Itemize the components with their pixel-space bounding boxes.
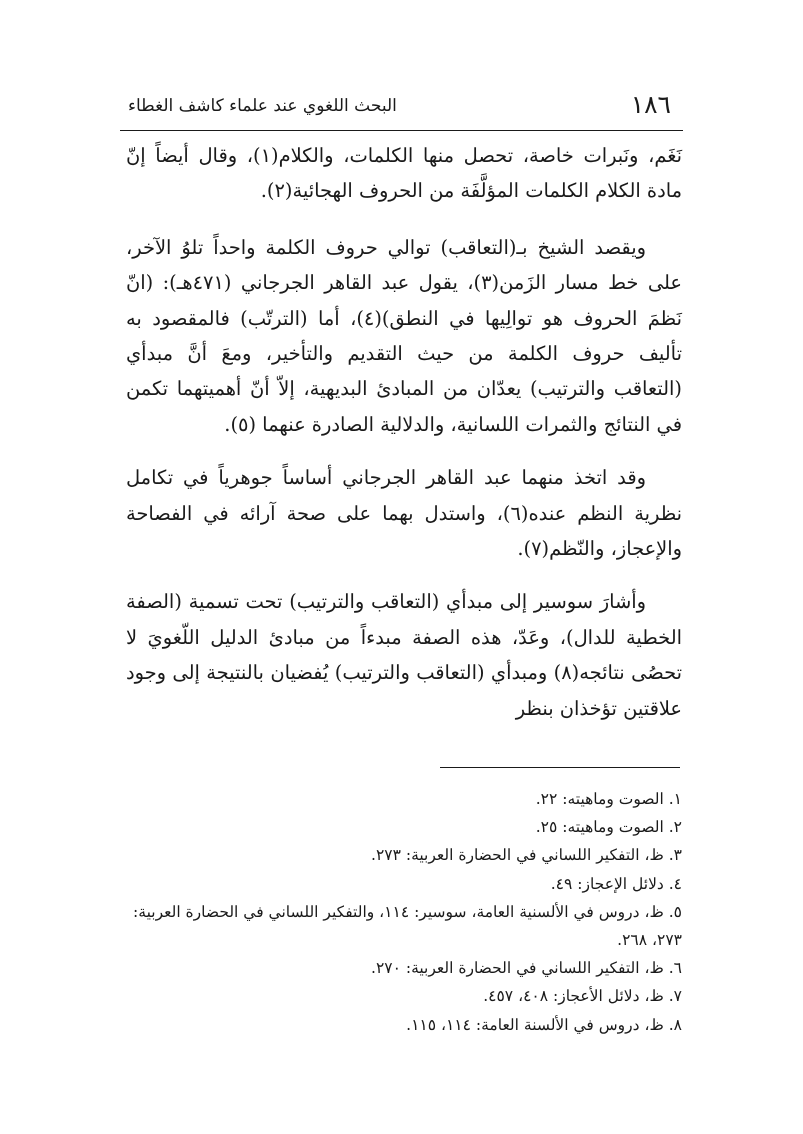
page-number: ١٨٦ — [630, 90, 671, 119]
footnote: ٨. ظ، دروس في الألسنة العامة: ١١٤، ١١٥. — [406, 1015, 682, 1034]
footnote-separator — [440, 767, 680, 768]
running-title: البحث اللغوي عند علماء كاشف الغطاء — [128, 96, 397, 116]
page-header — [120, 88, 683, 131]
body-text — [126, 138, 682, 744]
footnote: ١. الصوت وماهيته: ٢٢. — [535, 790, 682, 808]
footnote: ٦. ظ، التفكير اللساني في الحضارة العربية: ٢٧٠. — [371, 959, 682, 978]
footnote: ٤. دلائل الإعجاز: ٤٩. — [550, 874, 682, 893]
footnote: ٣. ظ، التفكير اللساني في الحضارة العربية: ٢٧٣. — [371, 846, 682, 865]
paragraph: وأشارَ سوسير إلى مبدأي (التعاقب والترتيب) تحت تسمية (الصفة الخطية للدال)، وعَدّ، هذه الصفة مبدءاً من مبادئ الدليل اللّغويَ لا تحصُى نتائجه(٨) ومبدأي (التعاقب والترتيب) يُفضيان بالنتيجة إلى وجود علاقتين تؤخذان بنظر — [126, 590, 682, 720]
paragraph: نَغَم، ونَبرات خاصة، تحصل منها الكلمات، والكلام(١)، وقال أيضاً إنّ مادة الكلام الكلمات المؤلَّفَة من الحروف الهجائية(٢). — [126, 144, 682, 203]
footnotes — [126, 785, 682, 1039]
paragraph: ويقصد الشيخ بـ(التعاقب) توالي حروف الكلمة واحداً تلوُ الآخر، على خط مسار الزَمن(٣)، يقول عبد القاهر الجرجاني (٤٧١هـ): (انّ نَظمَ الحروف هو توالِيها في النطق)(٤)، أما (الترتّب) فالمقصود به تأليف حروف الكلمة من حيث التقديم والتأخير، ومعَ أنَّ مبدأي (التعاقب والترتيب) يعدّان من المبادئ البديهية، إلاّ أنّ أهميتهما تكمن في النتائج والثمرات اللسانية، والدلالية الصادرة عنهما (٥). — [126, 235, 682, 436]
footnote: ٢. الصوت وماهيته: ٢٥. — [535, 818, 682, 837]
footnote: ٧. ظ، دلائل الأعجاز: ٤٠٨، ٤٥٧. — [483, 987, 682, 1006]
paragraph: وقد اتخذ منهما عبد القاهر الجرجاني أساساً جوهرياً في تكامل نظرية النظم عنده(٦)، واستدل بهما على صحة آرائه في الفصاحة والإعجاز، والنّظم(٧). — [126, 466, 682, 561]
footnote: ٥. ظ، دروس في الألسنية العامة، سوسير: ١١٤، والتفكير اللساني في الحضارة العربية: ٢٧٣، ٢٦٨. — [133, 902, 682, 950]
